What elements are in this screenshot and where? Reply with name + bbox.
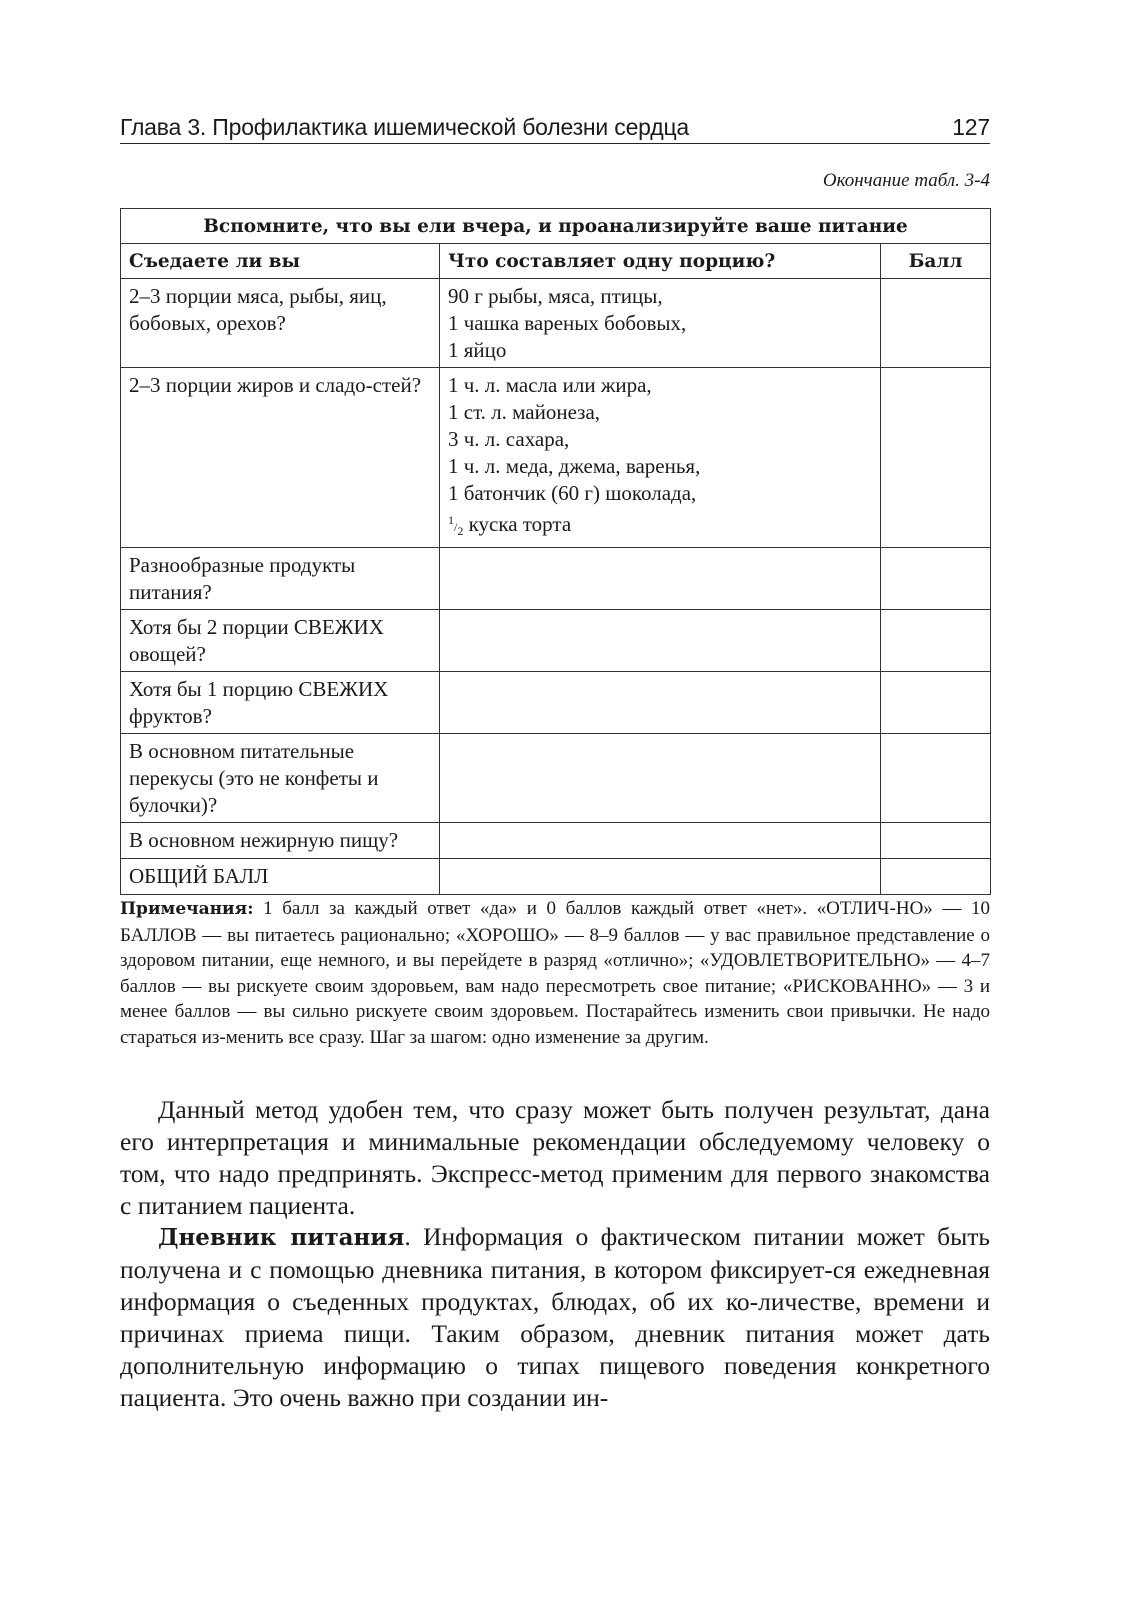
row-question: Хотя бы 1 порцию СВЕЖИХ фруктов? [121,672,440,734]
row-portion [440,368,881,548]
row-portion-last-line: куска торта [468,512,572,536]
row-portion [440,823,881,859]
row-question: Хотя бы 2 порции СВЕЖИХ овощей? [121,610,440,672]
row-portion [440,610,881,672]
table-row [121,279,991,368]
table-title-row [121,209,991,244]
row-question: В основном питательные перекусы (это не конфеты и булочки)? [121,734,440,823]
running-header [120,111,990,144]
paragraph-text: . Информация о фактическом питании может быть получена и с помощью дневника питания, в котором фиксирует-ся ежедневная информация о съеденных продуктах, блюдах, об их ко-личестве, времени и причинах приема пищи. Таким образом, дневник питания может дать дополнительную информацию о типах пищевого поведения конкретного пациента. Это очень важно при создании ин- [120,1222,990,1412]
row-score [881,823,991,859]
table-row [121,548,991,610]
table-row [121,368,991,548]
table-row [121,610,991,672]
nutrition-table [120,208,991,895]
row-portion [440,548,881,610]
table-row [121,823,991,859]
notes-label: Примечания: [120,899,254,919]
row-question: 2–3 порции жиров и сладо-стей? [121,368,440,548]
row-score [881,368,991,548]
table-title: Вспомните, что вы ели вчера, и проанализируйте ваше питание [121,209,991,244]
chapter-title: Глава 3. Профилактика ишемической болезни сердца [120,114,690,140]
row-question: В основном нежирную пищу? [121,823,440,859]
row-question: ОБЩИЙ БАЛЛ [121,859,440,895]
row-score [881,610,991,672]
row-score [881,859,991,895]
row-score [881,548,991,610]
page-number: 127 [952,114,990,140]
table-header-row [121,244,991,279]
table-notes [120,896,990,1050]
row-question: 2–3 порции мяса, рыбы, яиц, бобовых, орехов? [121,279,440,368]
row-portion [440,672,881,734]
table-row [121,734,991,823]
paragraph [120,1221,990,1414]
fraction-one-half: 1/2 [448,513,464,538]
row-portion: 90 г рыбы, мяса, птицы, 1 чашка вареных бобовых, 1 яйцо [440,279,881,368]
column-header-question: Съедаете ли вы [121,244,440,279]
table-row [121,672,991,734]
row-score [881,279,991,368]
column-header-score: Балл [881,244,991,279]
paragraph-lead-term: Дневник питания [158,1224,405,1251]
row-portion [440,859,881,895]
row-question: Разнообразные продукты питания? [121,548,440,610]
column-header-portion: Что составляет одну порцию? [440,244,881,279]
notes-text: 1 балл за каждый ответ «да» и 0 баллов каждый ответ «нет». «ОТЛИЧ-НО» — 10 БАЛЛОВ — вы питаетесь рационально; «ХОРОШО» — 8–9 баллов — у вас правильное представление о здоровом питании, еще немного, и вы перейдете в разряд «отлично»; «УДОВЛЕТВОРИТЕЛЬНО» — 4–7 баллов — вы рискуете своим здоровьем, вам надо пересмотреть свое питание; «РИСКОВАННО» — 3 и менее баллов — вы сильно рискуете своим здоровьем. Постарайтесь изменить свои привычки. Не надо стараться из-менить все сразу. Шаг за шагом: одно изменение за другим. [120,898,990,1048]
table-continuation-caption: Окончание табл. 3-4 [822,170,990,191]
row-score [881,734,991,823]
paragraph: Данный метод удобен тем, что сразу может быть получен результат, дана его интерпретация и минимальные рекомендации обследуемому человеку о том, что надо предпринять. Экспресс-метод применим для первого знакомства с питанием пациента. [120,1095,990,1220]
row-portion-lines: 1 ч. л. масла или жира, 1 ст. л. майонеза, 3 ч. л. сахара, 1 ч. л. меда, джема, варенья, 1 батончик (60 г) шоколада, [448,373,701,505]
row-portion [440,734,881,823]
row-score [881,672,991,734]
table-row-total [121,859,991,895]
